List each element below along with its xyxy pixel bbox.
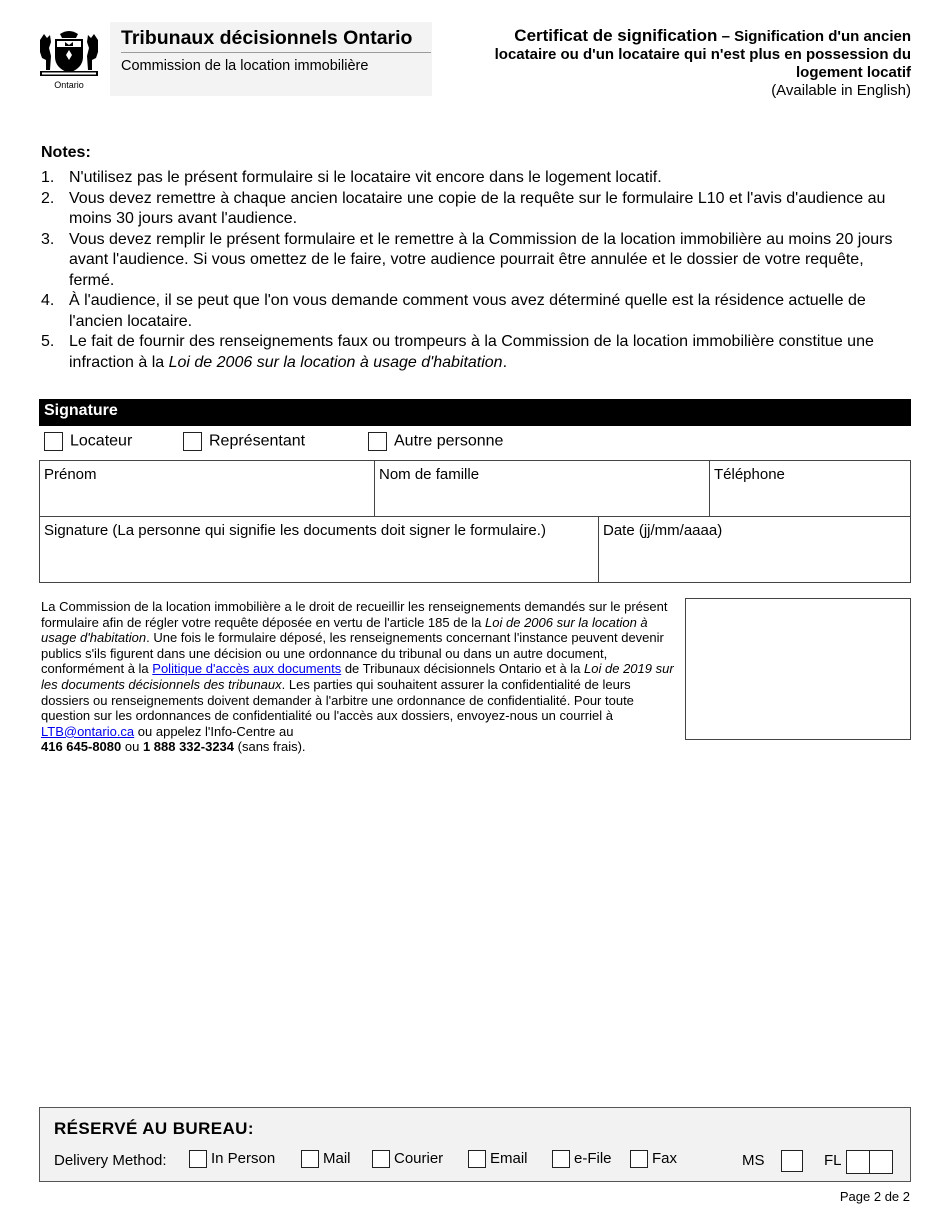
role-representative[interactable] — [183, 432, 305, 451]
fl-label: FL — [824, 1152, 842, 1169]
law-title: Loi de 2006 sur la location à usage d'habitation — [168, 353, 503, 371]
fax-label: Fax — [652, 1150, 678, 1167]
fax-checkbox[interactable] — [630, 1150, 648, 1168]
courier-checkbox[interactable] — [372, 1150, 390, 1168]
fl-input-box[interactable] — [846, 1150, 870, 1174]
org-name: Tribunaux décisionnels Ontario — [121, 27, 413, 49]
other-person-label: Autre personne — [394, 432, 504, 450]
delivery-courier[interactable] — [372, 1150, 443, 1168]
privacy-notice — [41, 599, 675, 755]
privacy-text: (sans frais). — [234, 739, 306, 755]
phone-field[interactable] — [709, 460, 911, 517]
privacy-text: La Commission de la location immobilière a le droit de recueillir les renseignements demandés sur le présent formulaire afin de régler votre requête déposée en vertu de l'article 185 de la — [41, 599, 668, 630]
landlord-checkbox[interactable] — [44, 432, 63, 451]
mail-checkbox[interactable] — [301, 1150, 319, 1168]
other-person-checkbox[interactable] — [368, 432, 387, 451]
date-field[interactable] — [598, 516, 911, 583]
note-number: 5. — [41, 333, 55, 350]
note-text: À l'audience, il se peut que l'on vous demande comment vous avez déterminé quelle est la résidence actuelle de l'ancien locataire. — [69, 292, 866, 330]
note-number: 1. — [41, 169, 55, 186]
privacy-text: . Les parties qui souhaitent assurer la confidentialité de leurs dossiers ou renseignements doivent demander à l'arbitre une ordonnance de confidentialité. Pour toute question sur les ordonnances de confidentialité ou l'accès aux dossiers, envoyez-nous un courriel à — [41, 676, 634, 724]
note-text-part: . — [502, 353, 508, 371]
law-title: Loi de 2006 sur la location à usage d'habitation — [41, 614, 648, 646]
last-name-label: Nom de famille — [379, 466, 480, 483]
form-title-rest: Signification d'un ancien locataire ou d'un locataire qui n'est plus en possession du logement locatif — [494, 28, 911, 81]
office-use-section — [39, 1107, 911, 1182]
representative-checkbox[interactable] — [183, 432, 202, 451]
signature-heading: Signature — [44, 402, 118, 419]
note-item — [41, 291, 911, 332]
signature-field[interactable] — [39, 516, 599, 583]
courier-label: Courier — [394, 1150, 444, 1167]
privacy-text: ou appelez l'Info-Centre au — [134, 723, 294, 739]
fl-input-box[interactable] — [869, 1150, 893, 1174]
efile-checkbox[interactable] — [552, 1150, 570, 1168]
role-other-person[interactable] — [368, 432, 503, 451]
ms-input-box[interactable] — [781, 1150, 803, 1172]
email-label: Email — [490, 1150, 528, 1167]
available-in-english: (Available in English) — [771, 82, 911, 99]
office-stamp-box — [685, 598, 911, 740]
note-text: Vous devez remplir le présent formulaire et le remettre à la Commission de la location immobilière au moins 20 jours avant l'audience. Si vous omettez de le faire, votre audience pourrait être annulée et le dossier de votre requête, fermé. — [69, 230, 893, 289]
form-title-dash: – — [721, 28, 735, 45]
note-text — [69, 332, 911, 373]
delivery-mail[interactable] — [301, 1150, 351, 1168]
form-title-main: Certificat de signification — [514, 26, 718, 45]
note-number: 3. — [41, 230, 55, 248]
date-label: Date (jj/mm/aaaa) — [603, 522, 723, 539]
note-item — [41, 189, 911, 230]
phone-number-tollfree: 1 888 332-3234 — [142, 739, 235, 755]
logo-caption: Ontario — [54, 80, 84, 90]
email-link[interactable]: LTB@ontario.ca — [41, 723, 135, 739]
form-title — [471, 27, 911, 100]
ontario-coat-of-arms-logo — [36, 26, 102, 92]
delivery-method-label: Delivery Method: — [54, 1152, 167, 1169]
first-name-field[interactable] — [39, 460, 375, 517]
access-policy-link[interactable]: Politique d'accès aux documents — [152, 661, 342, 677]
privacy-text: . Une fois le formulaire déposé, les renseignements concernant l'instance peuvent devenir publics s'ils figurent dans une décision ou une ordonnance du tribunal ou dans un autre document, conformément à la — [41, 630, 664, 677]
representative-label: Représentant — [209, 432, 306, 450]
note-text: Vous devez remettre à chaque ancien locataire une copie de la requête sur le formulaire L10 et l'avis d'audience au moins 30 jours avant l'audience. — [69, 189, 886, 227]
in-person-label: In Person — [211, 1150, 276, 1167]
last-name-field[interactable] — [374, 460, 710, 517]
privacy-text: de Tribunaux décisionnels Ontario et à la — [341, 661, 585, 677]
signature-section-header — [39, 399, 911, 426]
law-title: Loi de 2019 sur les documents décisionnels des tribunaux — [41, 661, 674, 692]
note-text-part: Le fait de fournir des renseignements faux ou trompeurs à la Commission de la location immobilière constitue une infraction à la — [69, 333, 874, 371]
office-use-title: RÉSERVÉ AU BUREAU: — [54, 1119, 254, 1138]
note-text: N'utilisez pas le présent formulaire si le locataire vit encore dans le logement locatif. — [69, 169, 662, 186]
first-name-label: Prénom — [44, 466, 97, 483]
email-checkbox[interactable] — [468, 1150, 486, 1168]
delivery-efile[interactable] — [552, 1150, 612, 1168]
in-person-checkbox[interactable] — [189, 1150, 207, 1168]
note-number: 2. — [41, 189, 55, 207]
note-item — [41, 332, 911, 373]
delivery-in-person[interactable] — [189, 1150, 275, 1168]
efile-label: e-File — [574, 1150, 612, 1167]
note-item — [41, 230, 911, 292]
ms-label: MS — [742, 1152, 765, 1169]
mail-label: Mail — [323, 1150, 351, 1167]
phone-label: Téléphone — [714, 466, 785, 483]
notes-heading: Notes: — [41, 144, 91, 161]
signature-label: Signature (La personne qui signifie les documents doit signer le formulaire.) — [44, 522, 546, 539]
landlord-label: Locateur — [70, 432, 133, 450]
page-number: Page 2 de 2 — [839, 1189, 910, 1204]
notes-list — [41, 168, 911, 373]
note-number: 4. — [41, 292, 55, 309]
role-landlord[interactable] — [44, 432, 132, 451]
header-divider — [121, 52, 431, 53]
delivery-email[interactable] — [468, 1150, 528, 1168]
org-subtitle: Commission de la location immobilière — [121, 58, 369, 74]
phone-number-local: 416 645-8080 — [41, 739, 122, 755]
delivery-fax[interactable] — [630, 1150, 677, 1168]
privacy-text: ou — [121, 739, 143, 755]
note-item — [41, 168, 911, 189]
